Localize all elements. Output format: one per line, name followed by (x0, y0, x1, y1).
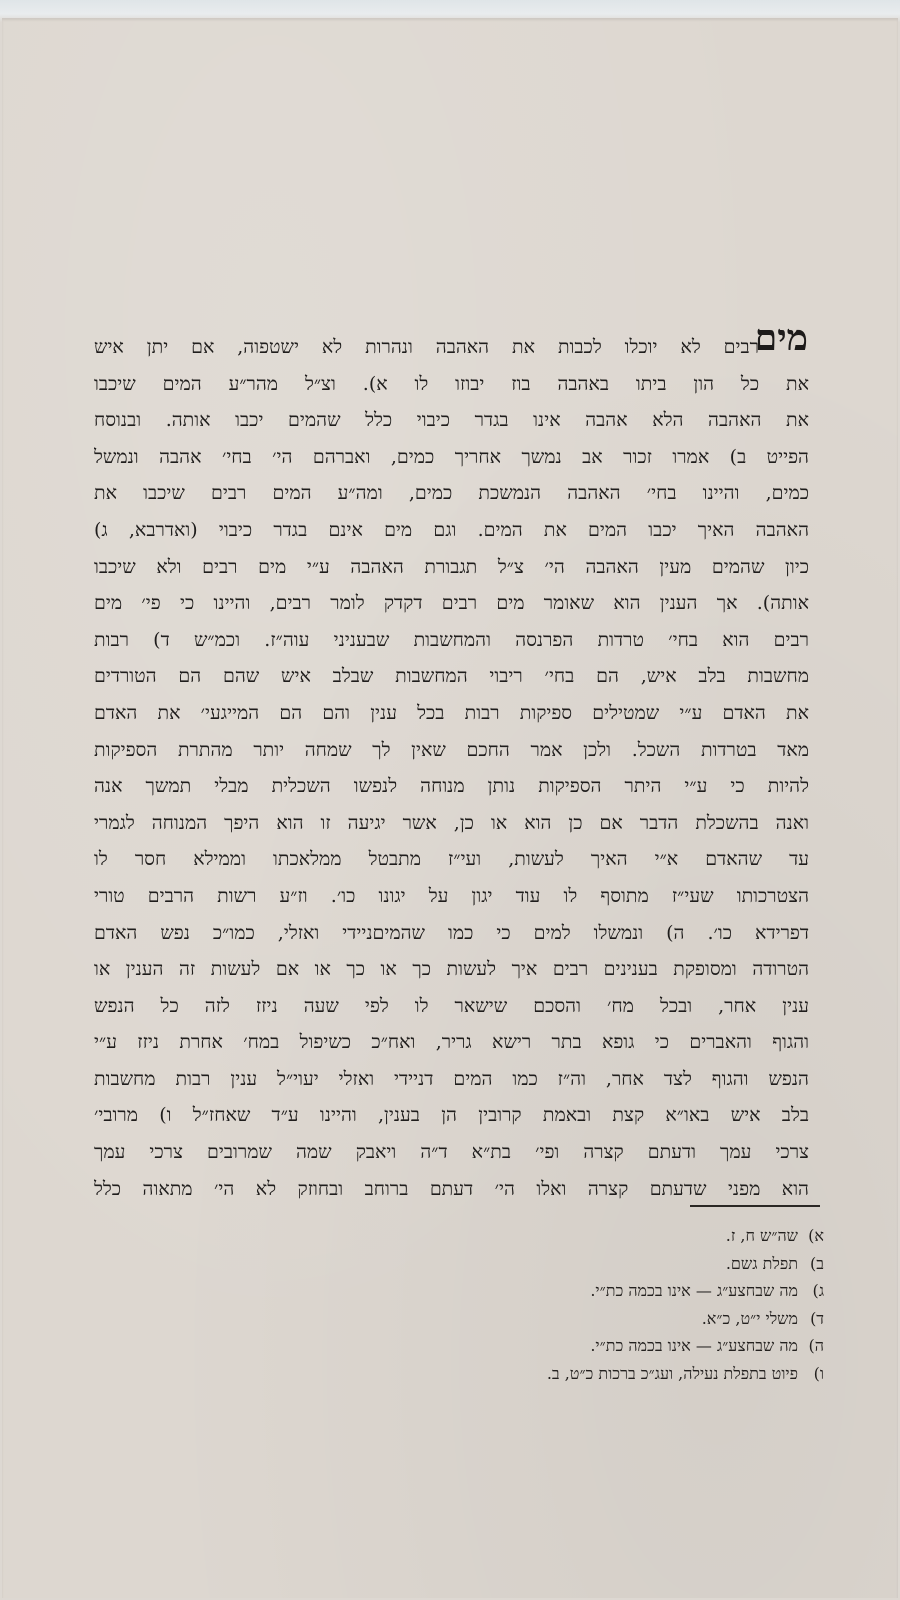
footnote-marker: ה) (808, 1336, 824, 1356)
footnotes-list (547, 1222, 824, 1388)
text-line: צרכי עמך ודעתם קצרה ופי׳ בת״א ד״ה ויאבק שמה שמרובים צרכי עמך (94, 1141, 809, 1164)
footnote-marker: ב) (810, 1253, 824, 1273)
body-text (94, 329, 809, 1207)
footnote-item (547, 1360, 824, 1388)
text-line: מחשבות בלב איש, הם בחי׳ ריבוי המחשבות שבלב איש שהם הם הטורדים (94, 665, 809, 688)
footnote-marker: ג) (812, 1281, 824, 1301)
text-line: הצטרכותו שעי״ז מתוסף לו עוד יגון על יגונו כו׳. וז״ע רשות הרבים טורי (94, 884, 809, 907)
footnote-item (547, 1332, 824, 1360)
text-line: כמים, והיינו בחי׳ האהבה הנמשכת כמים, ומה״ע המים רבים שיכבו את (94, 482, 809, 505)
footnote-marker: א) (808, 1226, 824, 1245)
footnote-text: מה שבחצע״ג — אינו בכמה כת״י. (590, 1336, 798, 1356)
footnote-item (547, 1250, 824, 1278)
text-line: את האדם ע״י שמטילים ספיקות רבות בכל ענין והם הם המייגעי׳ את האדם (94, 701, 809, 724)
footnote-text: מה שבחצע״ג — אינו בכמה כת״י. (590, 1281, 798, 1301)
text-line: האהבה האיך יכבו המים את המים. וגם מים אינם בגדר כיבוי (ואדרבא, ג) (94, 518, 809, 541)
heading-word: מים (754, 317, 808, 359)
text-line: הנפש והגוף לצד אחר, וה״ז כמו המים דניידי ואזלי יעוי״ל ענין רבות מחשבות (94, 1067, 809, 1090)
text-line: כיון שהמים מעין האהבה הי׳ צ״ל תגבורת האהבה ע״י מים רבים ולא שיכבו (94, 555, 809, 578)
text-line: הפייט ב) אמרו זכור אב נמשך אחריך כמים, ואברהם הי׳ בחי׳ אהבה ונמשל (94, 445, 809, 468)
text-line: הוא מפני שדעתם קצרה ואלו הי׳ דעתם ברוחב ובחוזק לא הי׳ מתאוה כלל (94, 1177, 809, 1200)
footnote-item (547, 1305, 824, 1333)
footnote-text: שה״ש ח, ז. (725, 1226, 798, 1245)
footnote-text: משלי י״ט, כ״א. (701, 1308, 798, 1328)
footnote-item (547, 1222, 824, 1250)
text-line: רבים לא יוכלו לכבות את האהבה ונהרות לא ישטפוה, אם יתן איש (94, 336, 759, 358)
text-line: אותה). אך הענין הוא שאומר מים רבים דקדק לומר רבים, והיינו כי פי׳ מים (94, 592, 809, 615)
text-line: עד שהאדם א״י האיך לעשות, ועי״ז מתבטל ממלאכתו וממילא חסר לו (94, 848, 809, 871)
footnote-text: פיוט בתפלת נעילה, ועג״כ ברכות כ״ט, ב. (546, 1363, 798, 1383)
text-line: רבים הוא בחי׳ טרדות הפרנסה והמחשבות שבעניני עוה״ז. וכמ״ש ד) רבות (94, 628, 809, 651)
footnote-marker: ו) (813, 1363, 824, 1383)
footnote-text: תפלת גשם. (725, 1253, 798, 1273)
text-line: את כל הון ביתו באהבה בוז יבוזו לו א). וצ״ל מהר״ע המים שיכבו (94, 372, 809, 395)
text-line: ענין אחר, ובכל מח׳ והסכם שישאר לו לפי שעה ניזז לזה כל הנפש (94, 994, 809, 1017)
text-line: מאד בטרדות השכל. ולכן אמר החכם שאין לך שמחה יותר מהתרת הספיקות (94, 738, 809, 761)
text-line: דפרידא כו׳. ה) ונמשלו למים כי כמו שהמיםניידי ואזלי, כמו״כ נפש האדם (94, 921, 809, 944)
text-line: להיות כי ע״י היתר הספיקות נותן מנוחה לנפשו השכלית מבלי תמשך אנה (94, 775, 809, 798)
text-line: את האהבה הלא אהבה אינו בגדר כיבוי כלל שהמים יכבו אותה. ובנוסח (94, 409, 809, 432)
text-line: בלב איש באו״א קצת ובאמת קרובין הן בענין, והיינו ע״ד שאחז״ל ו) מרובי׳ (94, 1104, 809, 1127)
footnote-marker: ד) (810, 1308, 824, 1328)
text-line: והגוף והאברים כי גופא בתר רישא גריר, ואח״כ כשיפול במח׳ אחרת ניזז ע״י (94, 1031, 809, 1054)
footnote-item (547, 1277, 824, 1305)
text-line: ואנה בהשכלת הדבר אם כן הוא או כן, אשר יגיעה זו הוא היפך המנוחה לגמרי (94, 811, 809, 834)
footnote-separator-rule (690, 1205, 820, 1207)
text-line: הטרודה ומסופקת בענינים רבים איך לעשות כך או כך או אם לעשות זה הענין או (94, 958, 809, 981)
book-page (2, 18, 898, 1598)
